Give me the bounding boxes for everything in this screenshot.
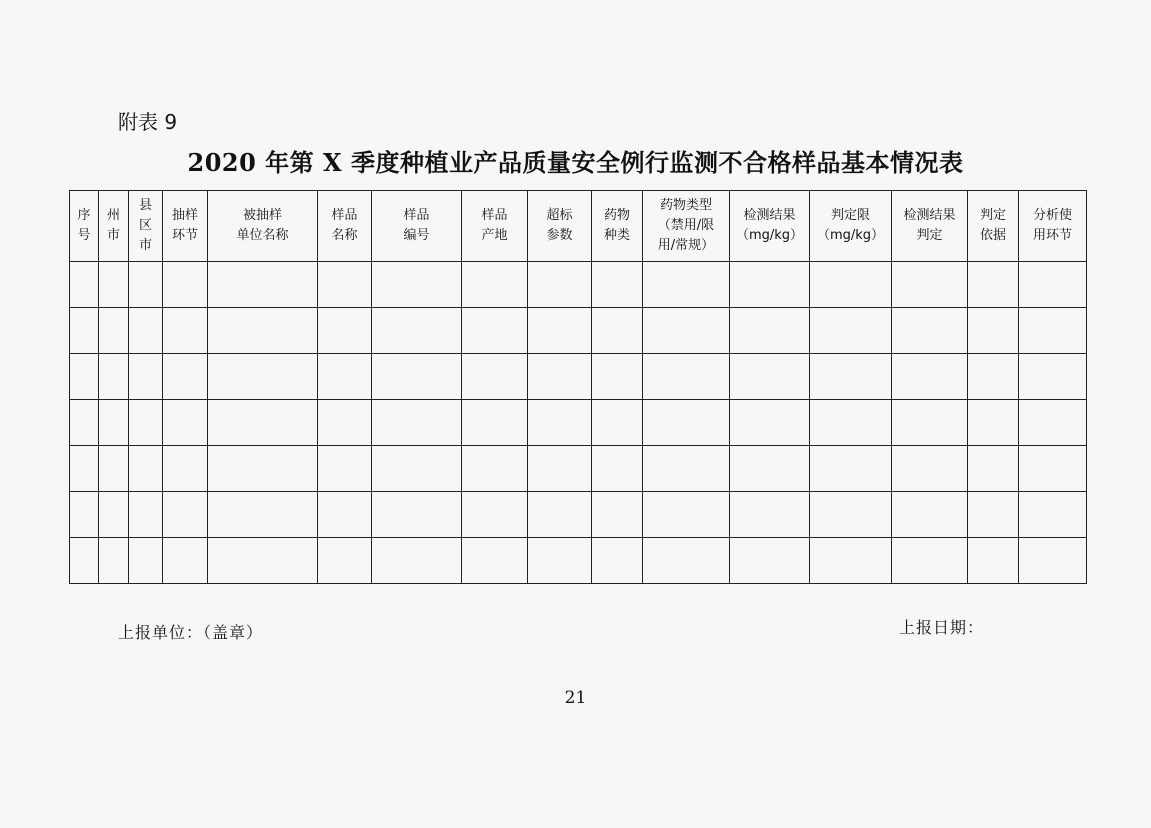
table-row bbox=[70, 492, 1087, 538]
table-cell bbox=[643, 446, 730, 492]
table-cell bbox=[208, 262, 318, 308]
table-cell bbox=[70, 354, 99, 400]
table-row bbox=[70, 354, 1087, 400]
table-cell bbox=[99, 538, 129, 584]
table-cell bbox=[810, 400, 892, 446]
header-cell: 药物类型 （禁用/限 用/常规） bbox=[643, 191, 730, 262]
page-number: 21 bbox=[564, 688, 587, 708]
table-cell bbox=[99, 446, 129, 492]
table-cell bbox=[372, 538, 462, 584]
table-cell bbox=[462, 446, 528, 492]
table-cell bbox=[592, 262, 643, 308]
table-cell bbox=[528, 400, 592, 446]
table-cell bbox=[643, 400, 730, 446]
table-cell bbox=[592, 538, 643, 584]
table-cell bbox=[208, 446, 318, 492]
table-cell bbox=[372, 308, 462, 354]
table-cell bbox=[730, 308, 810, 354]
table-cell bbox=[730, 262, 810, 308]
header-cell: 抽样 环节 bbox=[163, 191, 208, 262]
table-cell bbox=[592, 400, 643, 446]
header-cell: 判定限 （mg/kg） bbox=[810, 191, 892, 262]
table-cell bbox=[643, 308, 730, 354]
table-cell bbox=[129, 262, 163, 308]
table-body bbox=[70, 262, 1087, 584]
table-cell bbox=[372, 400, 462, 446]
header-cell: 分析使 用环节 bbox=[1019, 191, 1087, 262]
table-row bbox=[70, 446, 1087, 492]
table-cell bbox=[892, 354, 968, 400]
table-cell bbox=[968, 492, 1019, 538]
table-cell bbox=[70, 538, 99, 584]
table-cell bbox=[892, 538, 968, 584]
table-cell bbox=[372, 262, 462, 308]
table-cell bbox=[810, 492, 892, 538]
table-cell bbox=[129, 400, 163, 446]
header-cell: 被抽样 单位名称 bbox=[208, 191, 318, 262]
table-cell bbox=[129, 308, 163, 354]
table-cell bbox=[163, 400, 208, 446]
table-cell bbox=[462, 538, 528, 584]
table-cell bbox=[528, 308, 592, 354]
table-cell bbox=[318, 400, 372, 446]
table-cell bbox=[643, 262, 730, 308]
table-cell bbox=[1019, 354, 1087, 400]
reporting-unit-label: 上报单位：（盖章） bbox=[118, 623, 264, 642]
table-cell bbox=[318, 538, 372, 584]
table-cell bbox=[730, 400, 810, 446]
table-cell bbox=[968, 400, 1019, 446]
table-cell bbox=[810, 308, 892, 354]
table-cell bbox=[99, 308, 129, 354]
table-cell bbox=[643, 492, 730, 538]
table-cell bbox=[99, 400, 129, 446]
table-cell bbox=[208, 492, 318, 538]
table-header-row bbox=[70, 191, 1087, 262]
table-cell bbox=[462, 492, 528, 538]
table-cell bbox=[163, 446, 208, 492]
header-cell: 判定 依据 bbox=[968, 191, 1019, 262]
table-cell bbox=[810, 446, 892, 492]
table-cell bbox=[70, 262, 99, 308]
page-title: 2020 年第 X 季度种植业产品质量安全例行监测不合格样品基本情况表 bbox=[187, 148, 964, 177]
table-row bbox=[70, 262, 1087, 308]
table-cell bbox=[968, 446, 1019, 492]
table-cell bbox=[318, 308, 372, 354]
header-cell: 样品 产地 bbox=[462, 191, 528, 262]
table-cell bbox=[892, 308, 968, 354]
header-cell: 检测结果 判定 bbox=[892, 191, 968, 262]
header-cell: 州 市 bbox=[99, 191, 129, 262]
table-cell bbox=[99, 354, 129, 400]
appendix-label: 附表 9 bbox=[118, 110, 178, 134]
table-cell bbox=[528, 492, 592, 538]
table-row bbox=[70, 538, 1087, 584]
table-cell bbox=[592, 354, 643, 400]
table-cell bbox=[528, 538, 592, 584]
table-cell bbox=[318, 354, 372, 400]
table-row bbox=[70, 308, 1087, 354]
table-cell bbox=[70, 400, 99, 446]
table-cell bbox=[968, 262, 1019, 308]
table-cell bbox=[643, 354, 730, 400]
table-cell bbox=[208, 354, 318, 400]
table-cell bbox=[208, 308, 318, 354]
table-cell bbox=[372, 354, 462, 400]
table-cell bbox=[810, 262, 892, 308]
table-cell bbox=[462, 400, 528, 446]
table-cell bbox=[730, 446, 810, 492]
table-cell bbox=[462, 354, 528, 400]
table-cell bbox=[968, 308, 1019, 354]
table-cell bbox=[810, 538, 892, 584]
table-cell bbox=[163, 308, 208, 354]
table-cell bbox=[129, 354, 163, 400]
table-cell bbox=[643, 538, 730, 584]
table-cell bbox=[892, 492, 968, 538]
table-cell bbox=[528, 446, 592, 492]
table-cell bbox=[1019, 262, 1087, 308]
table-cell bbox=[1019, 308, 1087, 354]
table-cell bbox=[208, 538, 318, 584]
table-cell bbox=[968, 538, 1019, 584]
header-cell: 样品 编号 bbox=[372, 191, 462, 262]
table-cell bbox=[1019, 538, 1087, 584]
table-cell bbox=[810, 354, 892, 400]
table-cell bbox=[730, 354, 810, 400]
table-cell bbox=[892, 262, 968, 308]
table-cell bbox=[372, 492, 462, 538]
table-cell bbox=[462, 262, 528, 308]
header-cell: 样品 名称 bbox=[318, 191, 372, 262]
table-cell bbox=[730, 538, 810, 584]
table-cell bbox=[592, 492, 643, 538]
unqualified-samples-table bbox=[69, 190, 1087, 584]
table-cell bbox=[730, 492, 810, 538]
table-cell bbox=[163, 262, 208, 308]
table-cell bbox=[70, 492, 99, 538]
table-cell bbox=[129, 446, 163, 492]
table-cell bbox=[129, 538, 163, 584]
table-cell bbox=[528, 262, 592, 308]
table-cell bbox=[528, 354, 592, 400]
header-cell: 药物 种类 bbox=[592, 191, 643, 262]
table-cell bbox=[1019, 446, 1087, 492]
table-cell bbox=[372, 446, 462, 492]
header-cell: 序 号 bbox=[70, 191, 99, 262]
table-cell bbox=[592, 308, 643, 354]
table-cell bbox=[592, 446, 643, 492]
header-cell: 县 区 市 bbox=[129, 191, 163, 262]
table-cell bbox=[208, 400, 318, 446]
reporting-date-label: 上报日期： bbox=[899, 618, 985, 637]
table-cell bbox=[70, 308, 99, 354]
table-cell bbox=[70, 446, 99, 492]
table-cell bbox=[163, 492, 208, 538]
table-cell bbox=[163, 354, 208, 400]
table-cell bbox=[892, 446, 968, 492]
table-cell bbox=[1019, 400, 1087, 446]
table-cell bbox=[163, 538, 208, 584]
table-cell bbox=[968, 354, 1019, 400]
table-cell bbox=[318, 262, 372, 308]
table-cell bbox=[99, 262, 129, 308]
table-cell bbox=[892, 400, 968, 446]
table-cell bbox=[99, 492, 129, 538]
table-cell bbox=[462, 308, 528, 354]
table-cell bbox=[129, 492, 163, 538]
table-row bbox=[70, 400, 1087, 446]
table-cell bbox=[1019, 492, 1087, 538]
header-cell: 检测结果 （mg/kg） bbox=[730, 191, 810, 262]
table-cell bbox=[318, 446, 372, 492]
header-cell: 超标 参数 bbox=[528, 191, 592, 262]
table-cell bbox=[318, 492, 372, 538]
